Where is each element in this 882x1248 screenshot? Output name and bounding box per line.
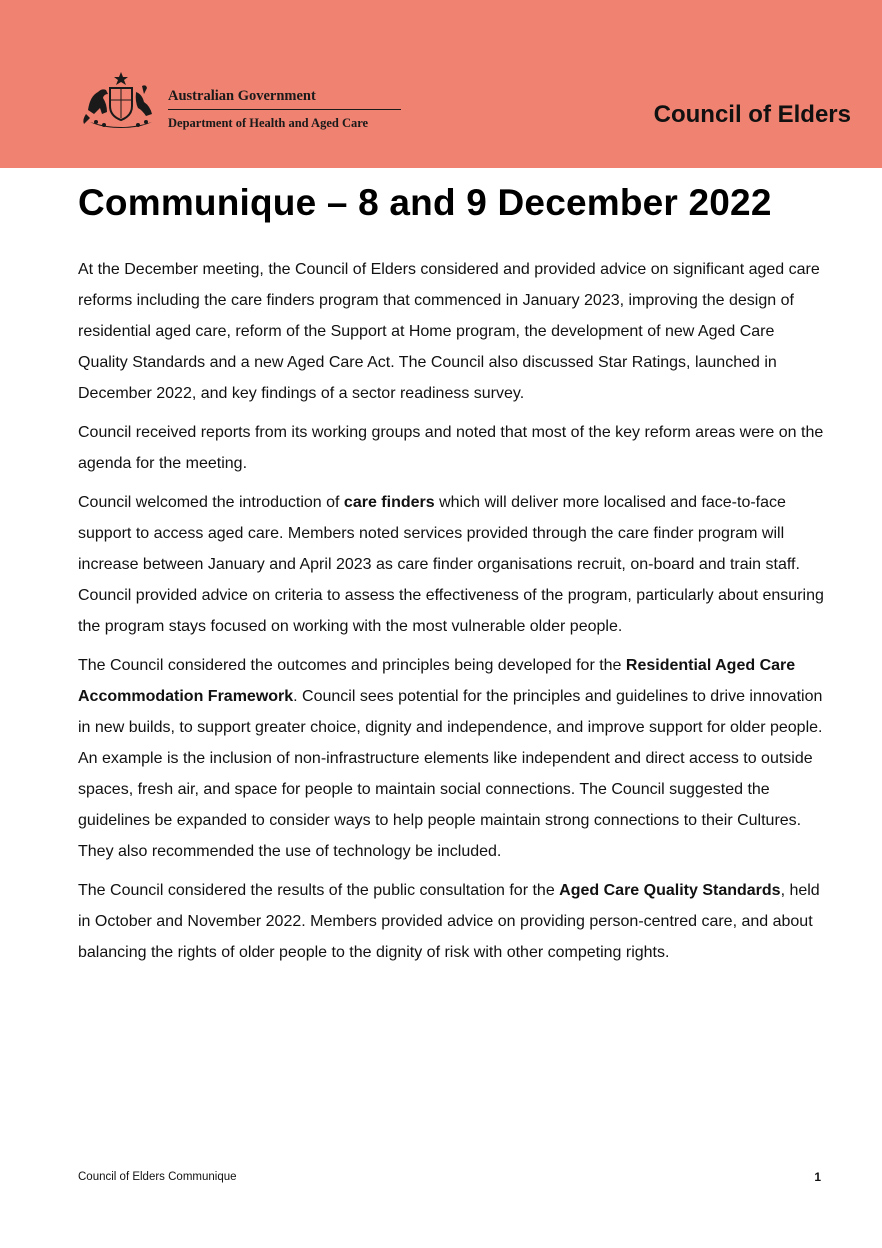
footer-document-name: Council of Elders Communique	[78, 1171, 237, 1183]
council-title: Council of Elders	[653, 101, 851, 128]
paragraph-bold-text: Aged Care Quality Standards	[559, 882, 781, 899]
page-title: Communique – 8 and 9 December 2022	[78, 182, 772, 223]
paragraph-4	[78, 650, 824, 867]
coat-of-arms-icon	[80, 70, 162, 132]
paragraph-text: The Council considered the results of the public consultation for the	[78, 882, 560, 899]
paragraph-text: , held in October and November 2022. Members provided advice on providing person-centred care, and about balancing the rights of older people to the dignity of risk with other competing rights.	[78, 882, 820, 961]
government-logo-text	[168, 86, 401, 132]
paragraph-text: The Council considered the outcomes and principles being developed for the	[78, 657, 626, 674]
paragraph-text: which will deliver more localised and face-to-face support to access aged care. Members noted services provided through the care finder program will increase between January and April 2023 as care finder organisations recruit, on-board and train staff. Council provided advice on criteria to assess the effectiveness of the program, particularly about ensuring the program stays focused on working with the most vulnerable older people.	[78, 494, 824, 635]
paragraph-text: Council welcomed the introduction of	[78, 494, 344, 511]
header-banner	[0, 0, 882, 168]
department-name: Department of Health and Aged Care	[168, 116, 369, 130]
paragraph-text: . Council sees potential for the principles and guidelines to drive innovation in new builds, to support greater choice, dignity and independence, and improve support for older people. An example is the inclusion of non-infrastructure elements like independent and direct access to outside spaces, fresh air, and space for people to maintain social connections. The Council suggested the guidelines be expanded to consider ways to help people maintain strong connections to their Cultures. They also recommended the use of technology be included.	[78, 688, 823, 860]
paragraph-bold-text: care finders	[343, 494, 435, 511]
government-name: Australian Government	[168, 88, 316, 104]
paragraph-2	[78, 417, 824, 479]
paragraph-5	[78, 875, 824, 968]
paragraph-text: Council received reports from its working groups and noted that most of the key reform areas were on the agenda for the meeting.	[78, 424, 824, 472]
paragraph-bold-text: Residential Aged Care Accommodation Framework	[78, 657, 796, 705]
document-body	[78, 254, 824, 976]
paragraph-text: At the December meeting, the Council of Elders considered and provided advice on significant aged care reforms including the care finders program that commenced in January 2023, improving the design of residential aged care, reform of the Support at Home program, the development of new Aged Care Quality Standards and a new Aged Care Act. The Council also discussed Star Ratings, launched in December 2022, and key findings of a sector readiness survey.	[78, 261, 820, 402]
paragraph-1	[78, 254, 824, 409]
page-number: 1	[814, 1170, 821, 1184]
paragraph-3	[78, 487, 824, 642]
logo-divider	[168, 109, 401, 110]
